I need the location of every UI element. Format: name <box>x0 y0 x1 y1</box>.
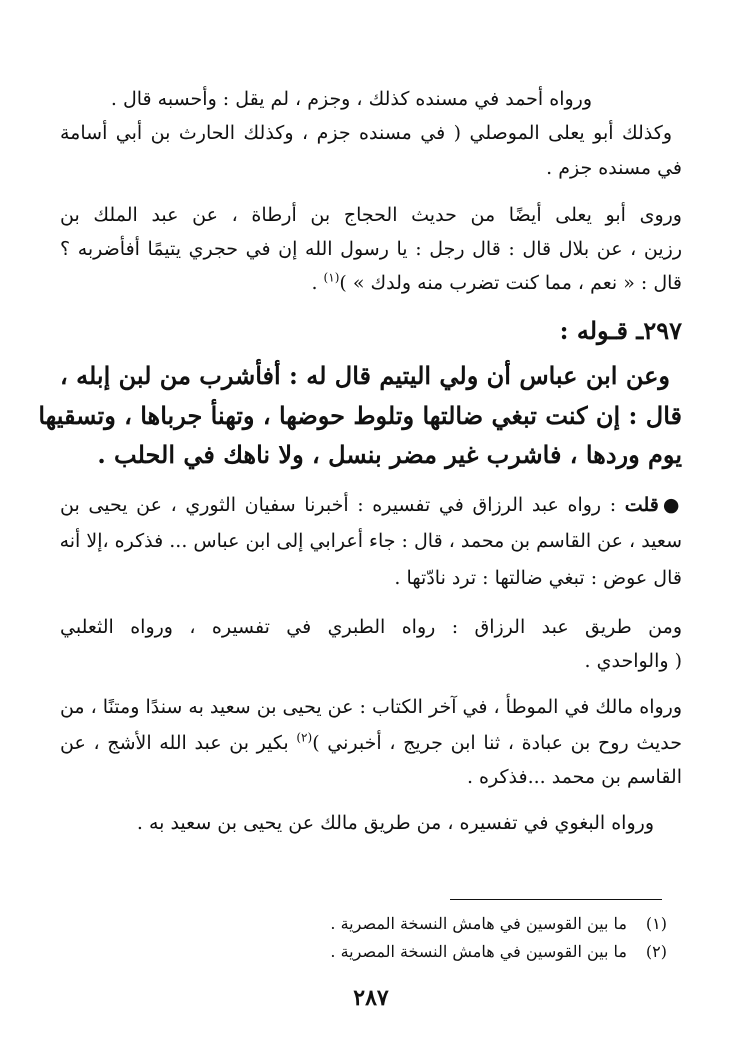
text-line <box>60 490 682 520</box>
text-line: وروى أبو يعلى أيضًا من حديث الحجاج بن أرطاة ، عن عبد الملك بن <box>60 204 682 226</box>
line-text: : رواه عبد الرزاق في تفسيره : أخبرنا سفيان الثوري ، عن يحيى بن <box>60 494 625 516</box>
footnote-text: ما بين القوسين في هامش النسخة المصرية . <box>330 942 627 961</box>
hadith-line: يوم وردها ، فاشرب غير مضر بنسل ، ولا ناهك في الحلب . <box>97 440 682 469</box>
hadith-line: قال : إن كنت تبغي ضالتها وتلوط حوضها ، وتهنأ جرباها ، وتسقيها <box>38 401 682 430</box>
footnote-divider <box>450 899 662 900</box>
hadith-line: وعن ابن عباس أن ولي اليتيم قال له : أفأشرب من لبن إبله ، <box>60 361 670 390</box>
footnote-number: (٢) <box>645 942 667 961</box>
quote-text: قال : « نعم ، مما كنت تضرب منه ولدك » ) <box>339 272 682 294</box>
text-line: سعيد ، عن القاسم بن محمد ، قال : جاء أعرابي إلى ابن عباس ... فذكره ،إلا أنه <box>59 530 682 552</box>
period: . <box>311 272 324 294</box>
text-line: ورواه مالك في الموطأ ، في آخر الكتاب : عن يحيى بن سعيد به سندًا ومتنًا ، من <box>59 696 682 718</box>
line-text: بكير بن عبد الله الأشج ، عن <box>60 732 297 754</box>
text-line <box>60 728 682 758</box>
footnote-ref: (٢) <box>296 730 313 745</box>
section-heading <box>60 316 682 346</box>
footnote <box>67 940 667 964</box>
text-line <box>60 268 682 298</box>
text-line: القاسم بن محمد ...فذكره . <box>466 766 682 788</box>
footnote-text: ما بين القوسين في هامش النسخة المصرية . <box>330 914 627 933</box>
page-number: ٢٨٧ <box>353 985 389 1011</box>
footnote <box>67 912 667 936</box>
text-line: في مسنده جزم . <box>546 157 682 179</box>
text-line: ورواه البغوي في تفسيره ، من طريق مالك عن يحيى بن سعيد به . <box>136 812 654 834</box>
text-line: قال عوض : تبغي ضالتها : ترد نادّتها . <box>394 567 682 589</box>
heading-title: قـوله : <box>559 316 637 345</box>
text-line: ورواه أحمد في مسنده كذلك ، وجزم ، لم يقل : وأحسبه قال . <box>110 88 592 110</box>
qult-label: قلت <box>624 494 659 516</box>
bullet-icon: ● <box>662 494 682 516</box>
text-line: وكذلك أبو يعلى الموصلي ( في مسنده جزم ، وكذلك الحارث بن أبي أسامة <box>60 122 672 144</box>
heading-number: ٢٩٧ـ <box>636 316 682 345</box>
text-line: ( والواحدي . <box>584 650 682 672</box>
footnote-ref: (١) <box>323 270 340 285</box>
text-line: رزين ، عن بلال قال : قال رجل : يا رسول الله إن في حجري يتيمًا أفأضربه ؟ <box>60 238 682 260</box>
footnote-number: (١) <box>645 914 667 933</box>
line-text: حديث روح بن عبادة ، ثنا ابن جريج ، أخبرني ) <box>312 732 682 754</box>
text-line: ومن طريق عبد الرزاق : رواه الطبري في تفسيره ، ورواه الثعلبي <box>60 616 682 638</box>
